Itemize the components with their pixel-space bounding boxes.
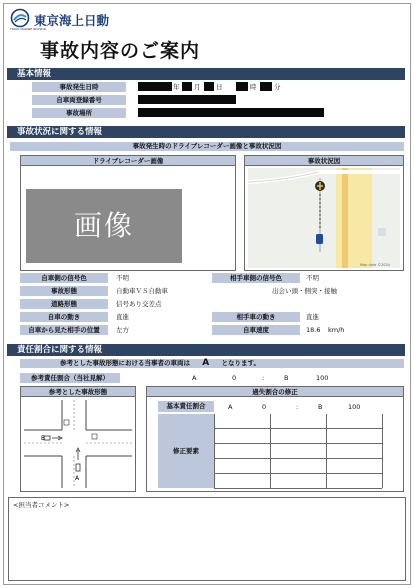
diagram-title: 事故状況図	[245, 156, 403, 166]
reference-ratio-label: 参考責任割合（当社見解）	[20, 373, 120, 383]
own-movement-label: 自車の動き	[20, 312, 108, 322]
table-divider	[214, 428, 382, 429]
fault-correction-title: 過失割合の修正	[147, 387, 403, 397]
road-type-value: 信号あり交差点	[116, 300, 162, 308]
accident-type-value: 自動車ＶＳ自動車	[116, 287, 168, 295]
accident-subtype-value: 出会い頭・側突・接触	[272, 287, 337, 295]
location-label: 事故場所	[32, 108, 126, 118]
accident-map	[248, 168, 400, 268]
redacted-minute	[260, 82, 272, 91]
accident-type-label: 事故形態	[20, 286, 108, 296]
minute-unit: 分	[274, 83, 281, 91]
reference-party: A	[202, 358, 210, 368]
modification-label: 修正要素	[158, 414, 214, 488]
ratio-separator: :	[262, 374, 265, 382]
table-divider	[382, 414, 383, 488]
base-a-value: 0	[262, 403, 267, 411]
accident-datetime-label: 事故発生日時	[32, 82, 126, 92]
base-ratio-label: 基本責任割合	[158, 401, 214, 412]
diagram-car-a: A	[75, 475, 80, 482]
own-signal-label: 自車側の信号色	[20, 273, 108, 283]
table-divider	[326, 414, 327, 488]
year-unit: 年	[173, 83, 180, 91]
ratio-a-label: A	[192, 374, 197, 382]
redacted-vehicle-reg	[138, 95, 236, 104]
company-name: 東京海上日動	[34, 13, 110, 28]
page-title: 事故内容のご案内	[40, 40, 201, 62]
ratio-b-label: B	[284, 374, 289, 382]
own-speed-label: 自車速度	[212, 325, 300, 335]
other-movement-label: 相手車の動き	[212, 312, 300, 322]
company-name-en: TOKIO MARINE NICHIDO	[10, 27, 47, 31]
reference-sentence-prefix: 参考とした事故形態における当事者の車両は	[60, 359, 190, 367]
comment-box	[8, 497, 406, 581]
other-movement-value: 直進	[306, 313, 319, 321]
tokio-marine-logo-icon	[10, 8, 30, 28]
road-type-label: 道路形態	[20, 299, 108, 309]
day-unit: 日	[216, 83, 223, 91]
redacted-year	[138, 82, 172, 91]
base-b-label: B	[318, 403, 323, 411]
section-basic-info: 基本情報	[7, 68, 405, 80]
reference-sentence	[20, 359, 404, 368]
section-fault: 責任割合に関する情報	[7, 344, 405, 356]
other-position-value: 左方	[116, 326, 129, 334]
section-situation: 事故状況に関する情報	[7, 126, 405, 138]
vehicle-reg-label: 自車両登録番号	[32, 95, 126, 105]
map-credit: Map data ©2024	[360, 263, 390, 267]
reference-diagram-title: 参考とした事故形態	[21, 387, 135, 397]
other-signal-label: 相手車側の信号色	[212, 273, 300, 283]
table-divider	[214, 473, 382, 474]
base-separator: :	[296, 403, 299, 411]
other-position-label: 自車から見た相手の位置	[20, 325, 108, 335]
recorder-image-placeholder: 画像	[26, 189, 182, 263]
month-unit: 月	[194, 83, 201, 91]
own-signal-value: 不明	[116, 274, 129, 282]
recorder-title: ドライブレコーダー画像	[21, 156, 235, 166]
redacted-day	[204, 82, 214, 91]
ratio-a-value: 0	[232, 374, 237, 382]
base-b-value: 100	[348, 403, 361, 411]
own-movement-value: 直進	[116, 313, 129, 321]
speed-unit: km/h	[328, 326, 345, 334]
table-divider	[214, 443, 382, 444]
table-divider	[214, 414, 215, 488]
reference-sentence-suffix: となります。	[221, 359, 260, 367]
table-divider	[214, 488, 382, 489]
redacted-location	[138, 108, 324, 117]
base-a-label: A	[228, 403, 233, 411]
company-logo	[10, 8, 120, 30]
diagram-car-b: B	[41, 435, 46, 442]
redacted-hour	[236, 82, 248, 91]
table-divider	[270, 414, 271, 488]
situation-subheader: 事故発生時のドライブレコーダー画像と事故状況図	[10, 142, 404, 151]
table-divider	[214, 458, 382, 459]
hour-unit: 時	[250, 83, 257, 91]
redacted-month	[182, 82, 192, 91]
comment-label: <担当者コメント>	[13, 501, 70, 509]
own-speed-value: 18.6	[306, 326, 321, 334]
other-signal-value: 不明	[306, 274, 319, 282]
reference-intersection-diagram	[24, 400, 132, 488]
ratio-b-value: 100	[316, 374, 329, 382]
